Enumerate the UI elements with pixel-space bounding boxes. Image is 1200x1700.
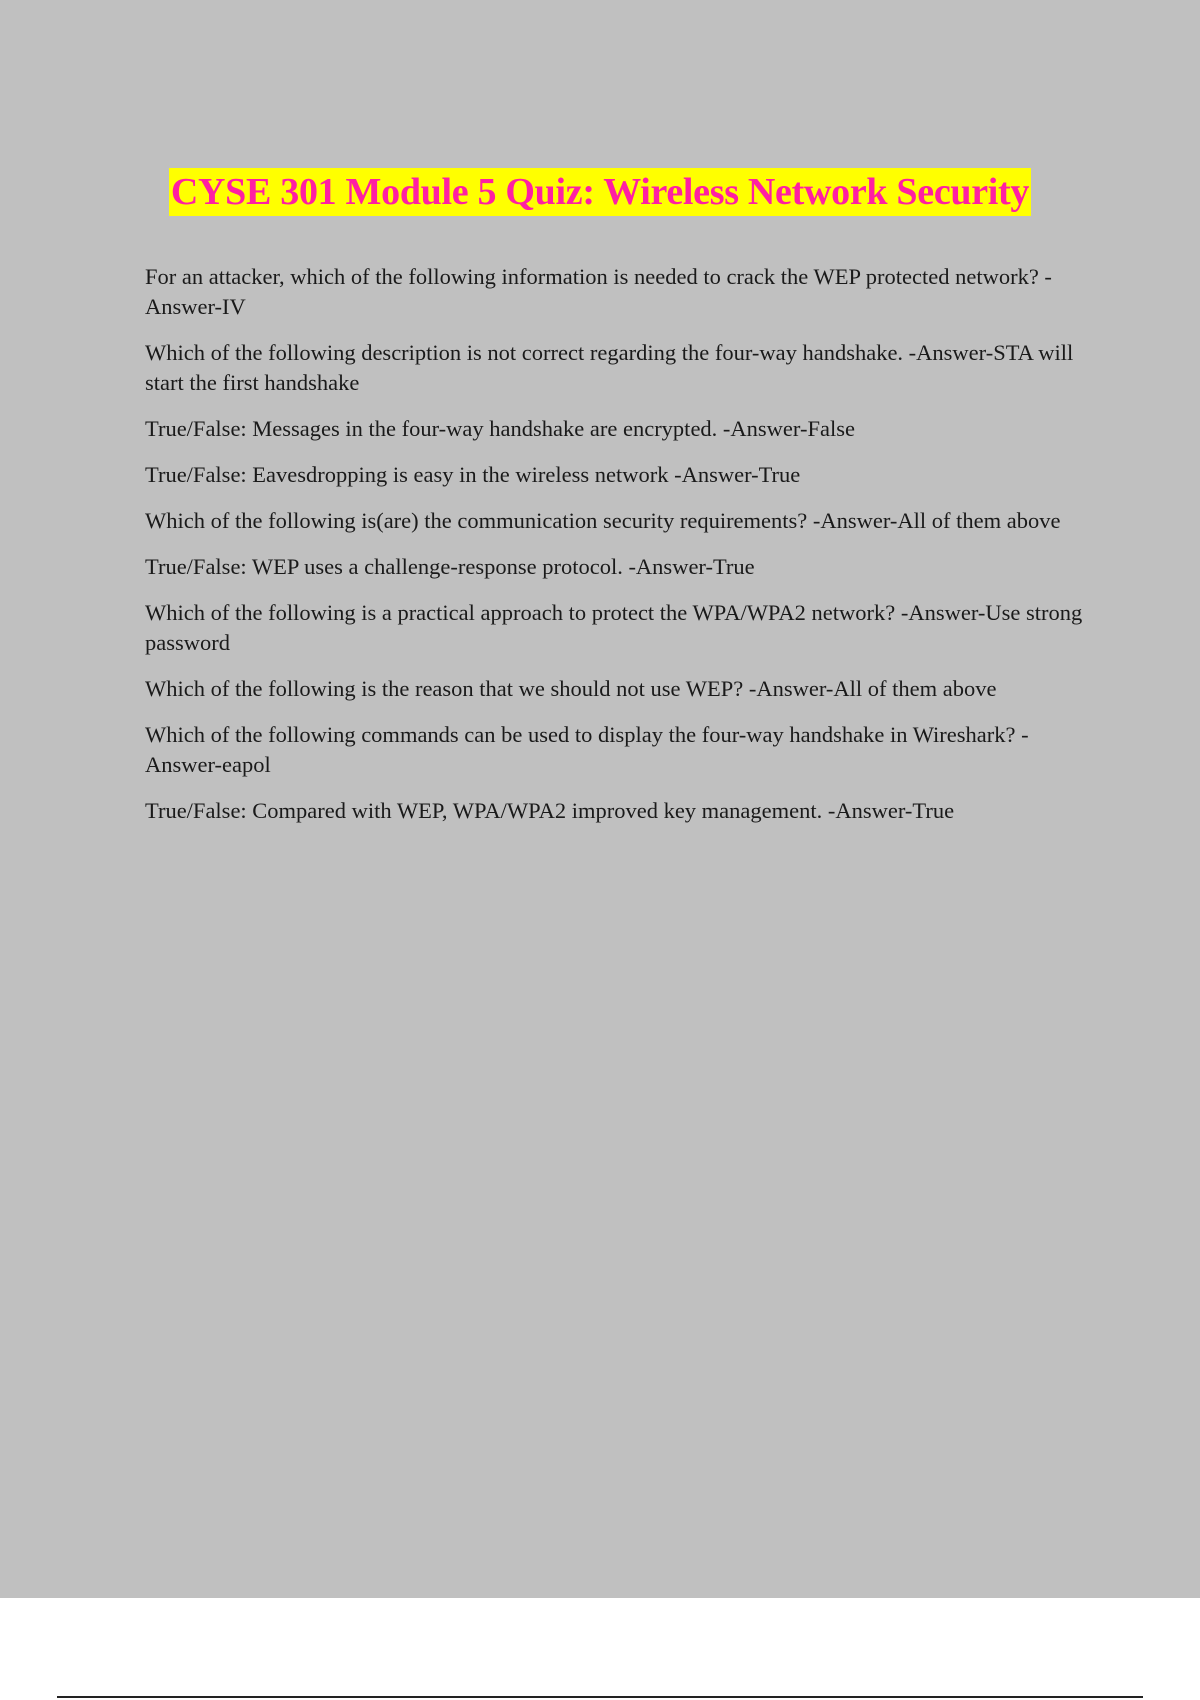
qa-item: True/False: WEP uses a challenge-response protocol. -Answer-True — [145, 554, 755, 579]
qa-item: For an attacker, which of the following information is needed to crack the WEP protected network? -Answer-IV — [145, 264, 1052, 319]
qa-item: True/False: Messages in the four-way handshake are encrypted. -Answer-False — [145, 416, 855, 441]
footer-divider — [57, 1696, 1143, 1698]
qa-list — [145, 262, 1095, 842]
qa-item: True/False: Eavesdropping is easy in the wireless network -Answer-True — [145, 462, 801, 487]
qa-item: Which of the following description is not correct regarding the four-way handshake. -Answer-STA will start the first handshake — [145, 340, 1074, 395]
qa-item: Which of the following is(are) the communication security requirements? -Answer-All of them above — [145, 508, 1061, 533]
document-title: CYSE 301 Module 5 Quiz: Wireless Network Security — [169, 168, 1031, 216]
qa-item: Which of the following is the reason that we should not use WEP? -Answer-All of them above — [145, 676, 997, 701]
qa-item: Which of the following is a practical approach to protect the WPA/WPA2 network? -Answer-Use strong password — [145, 600, 1083, 655]
qa-item: True/False: Compared with WEP, WPA/WPA2 improved key management. -Answer-True — [145, 798, 955, 823]
title-container — [0, 168, 1200, 216]
qa-item: Which of the following commands can be used to display the four-way handshake in Wireshark? -Answer-eapol — [145, 722, 1029, 777]
